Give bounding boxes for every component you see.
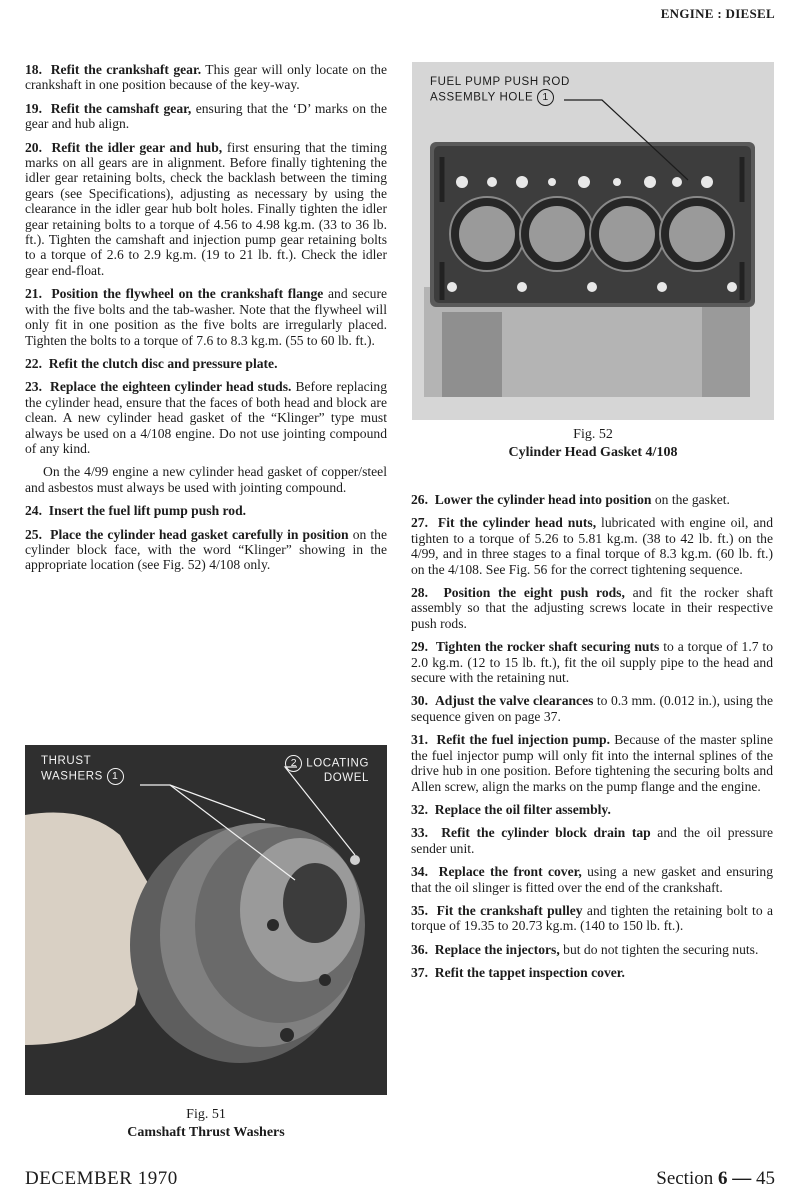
step-lead: Position the eight push rods, (443, 585, 625, 601)
step-lead: Replace the front cover, (438, 864, 582, 880)
instruction-step (411, 903, 773, 934)
step-number: 19. (25, 100, 42, 116)
instruction-step (411, 942, 773, 957)
step-number: 34. (411, 864, 428, 880)
instruction-step (411, 585, 773, 631)
step-number: 33. (411, 825, 428, 841)
instruction-step (411, 492, 773, 507)
step-lead: Refit the idler gear and hub, (51, 139, 223, 155)
instruction-step (25, 286, 387, 348)
step-lead: Refit the camshaft gear, (50, 100, 192, 116)
section-header: ENGINE : DIESEL (660, 6, 775, 21)
thrust-washer-illustration (25, 745, 387, 1095)
instruction-step (25, 101, 387, 132)
fig51-callout2-number: 2 (285, 755, 302, 772)
step-number: 18. (25, 62, 42, 77)
figure-51-photo (25, 745, 387, 1095)
step-number: 26. (411, 492, 428, 507)
step-text: ensuring that the ‘D’ marks on the gear and hub align. (25, 100, 387, 132)
footer-section-prefix: Section (656, 1168, 714, 1189)
instruction-step (411, 515, 773, 577)
fig52-caption-title: Cylinder Head Gasket 4/108 (508, 445, 678, 460)
fig51-callout1-line1: THRUST (41, 755, 92, 767)
instruction-step (411, 732, 773, 794)
step-lead: Tighten the rocker shaft securing nuts (435, 639, 660, 655)
step-text: on the gasket. (651, 492, 730, 507)
instruction-step (411, 864, 773, 895)
step-number: 36. (411, 941, 428, 957)
instruction-step (411, 639, 773, 685)
fig51-caption-title: Camshaft Thrust Washers (127, 1125, 285, 1140)
fig51-callout2-line2: DOWEL (323, 772, 369, 784)
step-number: 32. (411, 801, 428, 817)
step-lead: Fit the crankshaft pulley (436, 902, 583, 918)
instruction-step (25, 527, 387, 573)
fig51-callout1-number: 1 (107, 768, 124, 785)
footer-date: DECEMBER 1970 (25, 1168, 178, 1189)
fig51-callout-dowel (285, 755, 369, 785)
instruction-step (411, 825, 773, 856)
step-lead: Replace the oil filter assembly. (434, 801, 611, 817)
step-text: on the cylinder block face, with the word “Klinger” showing in the appropriate location (see Fig. 52) 4/108 only. (25, 526, 387, 573)
step-lead: Lower the cylinder head into position (434, 492, 652, 507)
footer-page-number: 45 (756, 1168, 775, 1189)
step-lead: Position the flywheel on the crankshaft flange (51, 286, 324, 302)
step-lead: Replace the eighteen cylinder head studs. (50, 379, 292, 395)
step-text: On the 4/99 engine a new cylinder head gasket of copper/steel and asbestos must always be used with jointing compound. (25, 464, 387, 495)
step-lead: Refit the crankshaft gear. (50, 62, 202, 77)
instruction-step (25, 356, 387, 371)
step-text: and fit the rocker shaft assembly so that the adjusting screws locate in their respective push rods. (411, 585, 774, 631)
left-column (25, 62, 387, 581)
step-lead: Replace the injectors, (434, 941, 560, 957)
fig52-callout-line2: ASSEMBLY HOLE (430, 91, 534, 104)
figure-52-caption (412, 426, 774, 462)
step-number: 35. (411, 902, 428, 918)
fig51-callout2-line1: LOCATING (306, 757, 369, 770)
footer-section-number: 6 (718, 1168, 728, 1189)
step-text: but do not tighten the securing nuts. (559, 941, 759, 957)
step-number: 25. (25, 526, 42, 542)
step-number: 20. (25, 139, 42, 155)
step-text: This gear will only locate on the crankshaft in one position because of the key-way. (25, 62, 387, 93)
step-text: lubricated with engine oil, and tighten to a torque of 5.26 to 5.81 kg.m. (38 to 42 lb. ft.) on the 4/99, and in three stages to a final torque of 8.3 kg.m. (60 lb. ft.) on the 4/108. See Fig. 56 for the correct tightening sequence. (411, 515, 774, 577)
step-text: to 0.3 mm. (0.012 in.), using the sequence given on page 37. (411, 693, 773, 724)
fig52-callout-line1: FUEL PUMP PUSH ROD (430, 76, 570, 88)
fig52-callout (430, 76, 570, 106)
figure-51-caption (25, 1106, 387, 1142)
step-number: 29. (411, 639, 428, 655)
step-number: 21. (25, 286, 42, 302)
step-lead: Fit the cylinder head nuts, (437, 515, 597, 531)
step-lead: Refit the tappet inspection cover. (434, 965, 625, 981)
figure-52-photo (412, 62, 774, 420)
step-number: 30. (411, 693, 428, 709)
step-number: 22. (25, 355, 42, 371)
step-lead: Insert the fuel lift pump push rod. (48, 503, 247, 519)
step-number: 23. (25, 379, 42, 395)
step-text: and tighten the retaining bolt to a torque of 19.35 to 20.73 kg.m. (140 to 150 lb. ft.). (411, 902, 773, 934)
step-text: Because of the master spline the fuel injector pump will only fit into the internal splines of the drive hub in one position. Before tightening the securing bolts and Allen screw, align the marks on the pump flange and the engine. (411, 732, 774, 794)
step-text: first ensuring that the timing marks on all gears are in alignment. Before finally tightening the idler gear retaining bolts, check the backlash between the timing gears (see Specifications), adjusting as necessary by using the clearance in the idler gear hub bolt holes. Finally tighten the idler gear retaining bolts to a torque of 4.56 to 4.98 kg.m. (33 to 36 lb. ft.). Tighten the camshaft and injection pump gear retaining bolts to a torque of 2.6 to 2.9 kg.m. (19 to 21 lb. ft.). Check the idler gear end-float. (25, 139, 388, 278)
instruction-step (411, 802, 773, 817)
step-text: and the oil pressure sender unit. (411, 825, 773, 856)
step-text: Before replacing the cylinder head, ensure that the faces of both head and block are clean. A new cylinder head gasket of the “Klinger” type must always be used on a 4/108 engine. Do not use jointing compound of any kind. (25, 379, 388, 456)
step-number: 31. (411, 732, 428, 748)
fig51-caption-label: Fig. 51 (186, 1107, 226, 1122)
step-lead: Place the cylinder head gasket carefully in position (50, 526, 349, 542)
instruction-step (25, 140, 387, 279)
step-lead: Refit the clutch disc and pressure plate. (48, 355, 278, 371)
instruction-step (25, 464, 387, 495)
footer-separator: — (732, 1168, 752, 1189)
instruction-step (411, 965, 773, 980)
step-lead: Adjust the valve clearances (434, 693, 594, 709)
step-lead: Refit the fuel injection pump. (436, 732, 610, 748)
step-text: to a torque of 1.7 to 2.0 kg.m. (12 to 15 lb. ft.), fit the oil supply pipe to the head and secure with the retaining nut. (411, 639, 773, 686)
step-number: 28. (411, 585, 428, 601)
instruction-step (411, 693, 773, 724)
step-text: using a new gasket and ensuring that the oil slinger is fitted over the end of the crankshaft. (411, 864, 774, 895)
step-number: 37. (411, 965, 428, 981)
instruction-step (25, 503, 387, 518)
instruction-step (25, 379, 387, 456)
step-number: 27. (411, 515, 428, 531)
footer-page-ref (656, 1168, 775, 1190)
fig52-callout-number: 1 (537, 89, 554, 106)
right-column (411, 492, 773, 989)
fig52-caption-label: Fig. 52 (573, 427, 613, 442)
engine-block-illustration (412, 62, 774, 420)
fig51-callout-thrust (41, 755, 124, 785)
instruction-step (25, 62, 387, 93)
fig51-callout1-line2: WASHERS (41, 770, 103, 783)
step-lead: Refit the cylinder block drain tap (441, 825, 651, 841)
step-number: 24. (25, 503, 42, 519)
step-text: and secure with the five bolts and the tab-washer. Note that the flywheel will only fit in one position as the five bolts are irregularly placed. Tighten the bolts to a torque of 7.6 to 8.3 kg.m. (55 to 60 lb. ft.). (25, 286, 387, 348)
